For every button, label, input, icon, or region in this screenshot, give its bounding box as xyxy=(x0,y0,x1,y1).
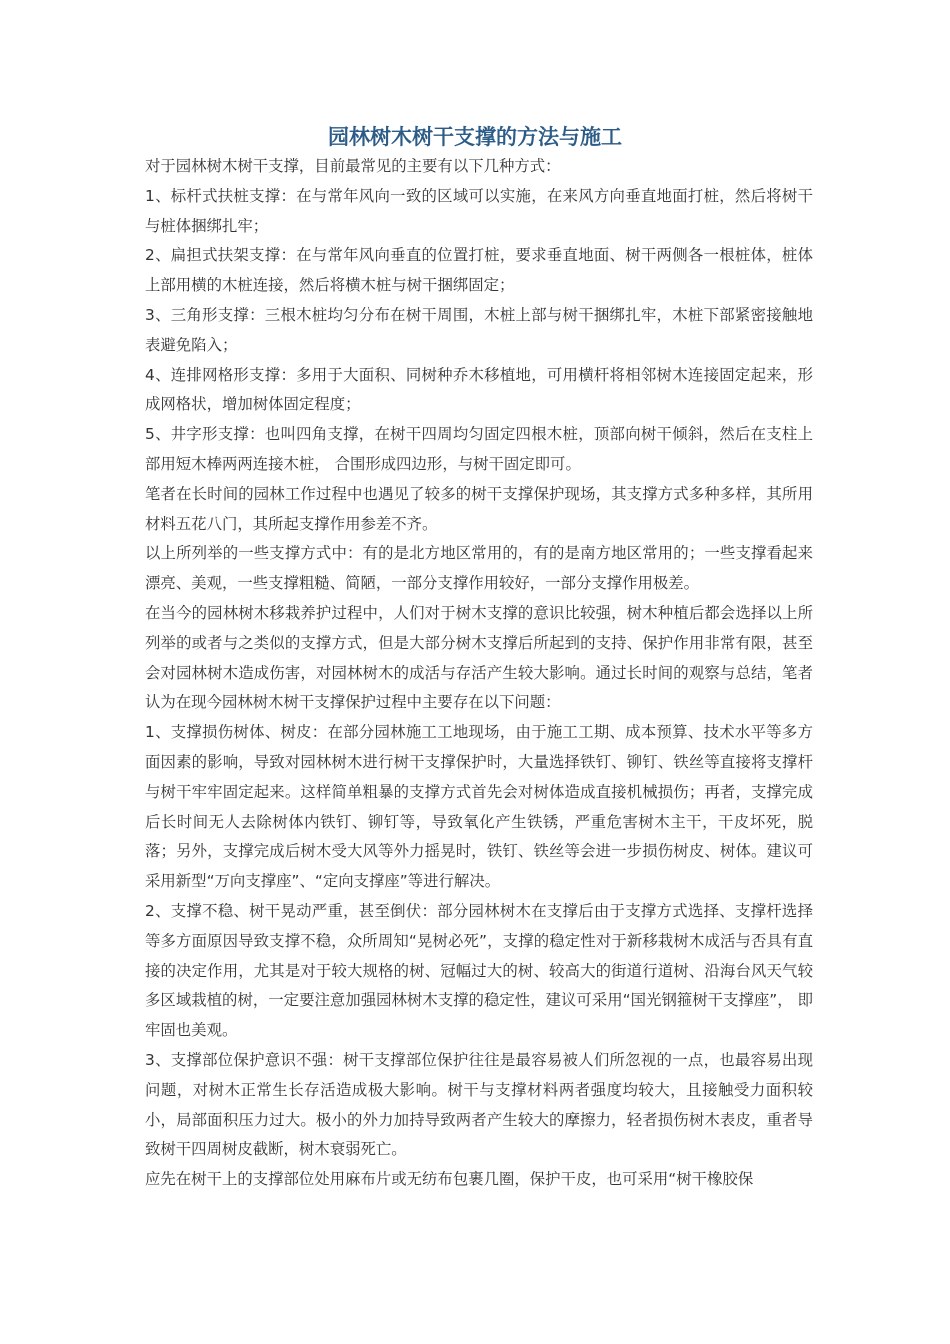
document-title: 园林树木树干支撑的方法与施工 xyxy=(328,124,622,149)
paragraph-method-2: 2、扁担式扶架支撑：在与常年风向垂直的位置打桩，要求垂直地面、树干两侧各一根桩体，桩体上部用横的木桩连接，然后将横木桩与树干捆绑固定； xyxy=(145,246,813,295)
paragraph-solution: 应先在树干上的支撑部位处用麻布片或无纺布包裹几圈，保护干皮，也可采用“树干橡胶保 xyxy=(145,1170,754,1189)
paragraph-observation: 笔者在长时间的园林工作过程中也遇见了较多的树干支撑保护现场，其支撑方式多种多样，其所用材料五花八门，其所起支撑作用参差不齐。 xyxy=(145,484,813,533)
paragraph-intro: 对于园林树木树干支撑，目前最常见的主要有以下几种方式： xyxy=(145,157,561,175)
paragraph-method-4: 4、连排网格形支撑：多用于大面积、同树种乔木移植地，可用横杆将相邻树木连接固定起来，形成网格状，增加树体固定程度； xyxy=(145,365,813,414)
document-body xyxy=(145,152,813,1195)
paragraph-problems-intro: 在当今的园林树木移栽养护过程中，人们对于树木支撑的意识比较强，树木种植后都会选择以上所列举的或者与之类似的支撑方式，但是大部分树木支撑后所起到的支持、保护作用非常有限，甚至会对园林树木造成伤害，对园林树木的成活与存活产生较大影响。通过长时间的观察与总结，笔者认为在现今园林树木树干支撑保护过程中主要存在以下问题： xyxy=(145,603,813,712)
paragraph-problem-3: 3、支撑部位保护意识不强：树干支撑部位保护往往是最容易被人们所忽视的一点，也最容易出现问题，对树木正常生长存活造成极大影响。树干与支撑材料两者强度均较大，且接触受力面积较小，局部面积压力过大。极小的外力加持导致两者产生较大的摩擦力，轻者损伤树木表皮，重者导致树干四周树皮截断，树木衰弱死亡。 xyxy=(145,1050,813,1159)
paragraph-problem-1: 1、支撑损伤树体、树皮：在部分园林施工工地现场，由于施工工期、成本预算、技术水平等多方面因素的影响，导致对园林树木进行树干支撑保护时，大量选择铁钉、铆钉、铁丝等直接将支撑杆与树干牢牢固定起来。这样简单粗暴的支撑方式首先会对树体造成直接机械损伤；再者，支撑完成后长时间无人去除树体内铁钉、铆钉等，导致氧化产生铁锈，严重危害树木主干，干皮坏死，脱落；另外，支撑完成后树木受大风等外力摇晃时，铁钉、铁丝等会进一步损伤树皮、树体。建议可采用新型“万向支撑座”、“定向支撑座”等进行解决。 xyxy=(145,723,813,891)
paragraph-comparison: 以上所列举的一些支撑方式中：有的是北方地区常用的，有的是南方地区常用的；一些支撑看起来漂亮、美观，一些支撑粗糙、简陋，一部分支撑作用较好，一部分支撑作用极差。 xyxy=(145,544,813,593)
paragraph-method-1: 1、标杆式扶桩支撑：在与常年风向一致的区域可以实施，在来风方向垂直地面打桩，然后将树干与桩体捆绑扎牢； xyxy=(145,186,813,235)
paragraph-method-3: 3、三角形支撑：三根木桩均匀分布在树干周围，木桩上部与树干捆绑扎牢，木桩下部紧密接触地表避免陷入； xyxy=(145,305,813,354)
paragraph-method-5: 5、井字形支撑：也叫四角支撑，在树干四周均匀固定四根木桩，顶部向树干倾斜，然后在支柱上部用短木棒两两连接木桩， 合围形成四边形，与树干固定即可。 xyxy=(145,425,813,473)
paragraph-problem-2: 2、支撑不稳、树干晃动严重，甚至倒伏：部分园林树木在支撑后由于支撑方式选择、支撑杆选择等多方面原因导致支撑不稳，众所周知“晃树必死”，支撑的稳定性对于新移栽树木成活与否具有直接的决定作用，尤其是对于较大规格的树、冠幅过大的树、较高大的街道行道树、沿海台风天气较多区域栽植的树，一定要注意加强园林树木支撑的稳定性，建议可采用“国光钢箍树干支撑座”， 即牢固也美观。 xyxy=(145,901,813,1040)
